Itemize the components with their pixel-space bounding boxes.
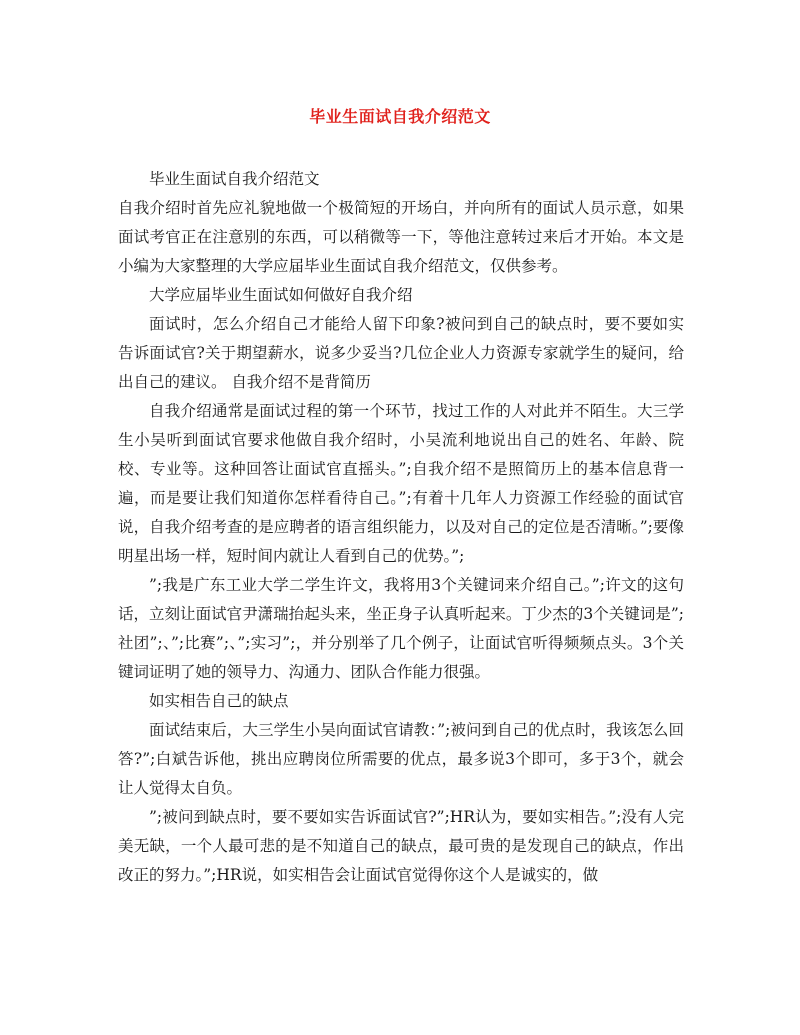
document-title: 毕业生面试自我介绍范文 [309, 107, 491, 126]
document-body [118, 165, 684, 890]
paragraph: 毕业生面试自我介绍范文 [149, 170, 320, 188]
paragraph: 自我介绍通常是面试过程的第一个环节，找过工作的人对此并不陌生。大三学生小吴听到面试官要求他做自我介绍时，小吴流利地说出自己的姓名、年龄、院校、专业等。这种回答让面试官直摇头。”;自我介绍不是照简历上的基本信息背一遍，而是要让我们知道你怎样看待自己。”;有着十几年人力资源工作经验的面试官说，自我介绍考查的是应聘者的语言组织能力，以及对自己的定位是否清晰。”;要像明星出场一样，短时间内就让人看到自己的优势。”; [118, 402, 684, 565]
paragraph: ”;我是广东工业大学二学生许文，我将用3个关键词来介绍自己。”;许文的这句话，立刻让面试官尹潇瑞抬起头来，坐正身子认真听起来。丁少杰的3个关键词是”;社团”;、”;比赛”;、”;实习”;，并分别举了几个例子，让面试官听得频频点头。3个关键词证明了她的领导力、沟通力、团队合作能力很强。 [118, 576, 684, 681]
paragraph: 面试时，怎么介绍自己才能给人留下印象?被问到自己的缺点时，要不要如实告诉面试官?关于期望薪水，说多少妥当?几位企业人力资源专家就学生的疑问，给出自己的建议。 自我介绍不是背简历 [118, 315, 684, 391]
paragraph: 自我介绍时首先应礼貌地做一个极简短的开场白，并向所有的面试人员示意，如果面试考官正在注意别的东西，可以稍微等一下，等他注意转过来后才开始。本文是小编为大家整理的大学应届毕业生面试自我介绍范文，仅供参考。 [118, 199, 684, 275]
section-heading: 大学应届毕业生面试如何做好自我介绍 [149, 286, 413, 304]
paragraph: ”;被问到缺点时，要不要如实告诉面试官?”;HR认为，要如实相告。”;没有人完美无缺，一个人最可悲的是不知道自己的缺点，最可贵的是发现自己的缺点，作出改正的努力。”;HR说，如实相告会让面试官觉得你这个人是诚实的，做 [118, 808, 684, 884]
section-heading: 如实相告自己的缺点 [149, 692, 289, 710]
paragraph: 面试结束后，大三学生小吴向面试官请教：”;被问到自己的优点时，我该怎么回答?”;白斌告诉他，挑出应聘岗位所需要的优点，最多说3个即可，多于3个，就会让人觉得太自负。 [118, 721, 684, 797]
